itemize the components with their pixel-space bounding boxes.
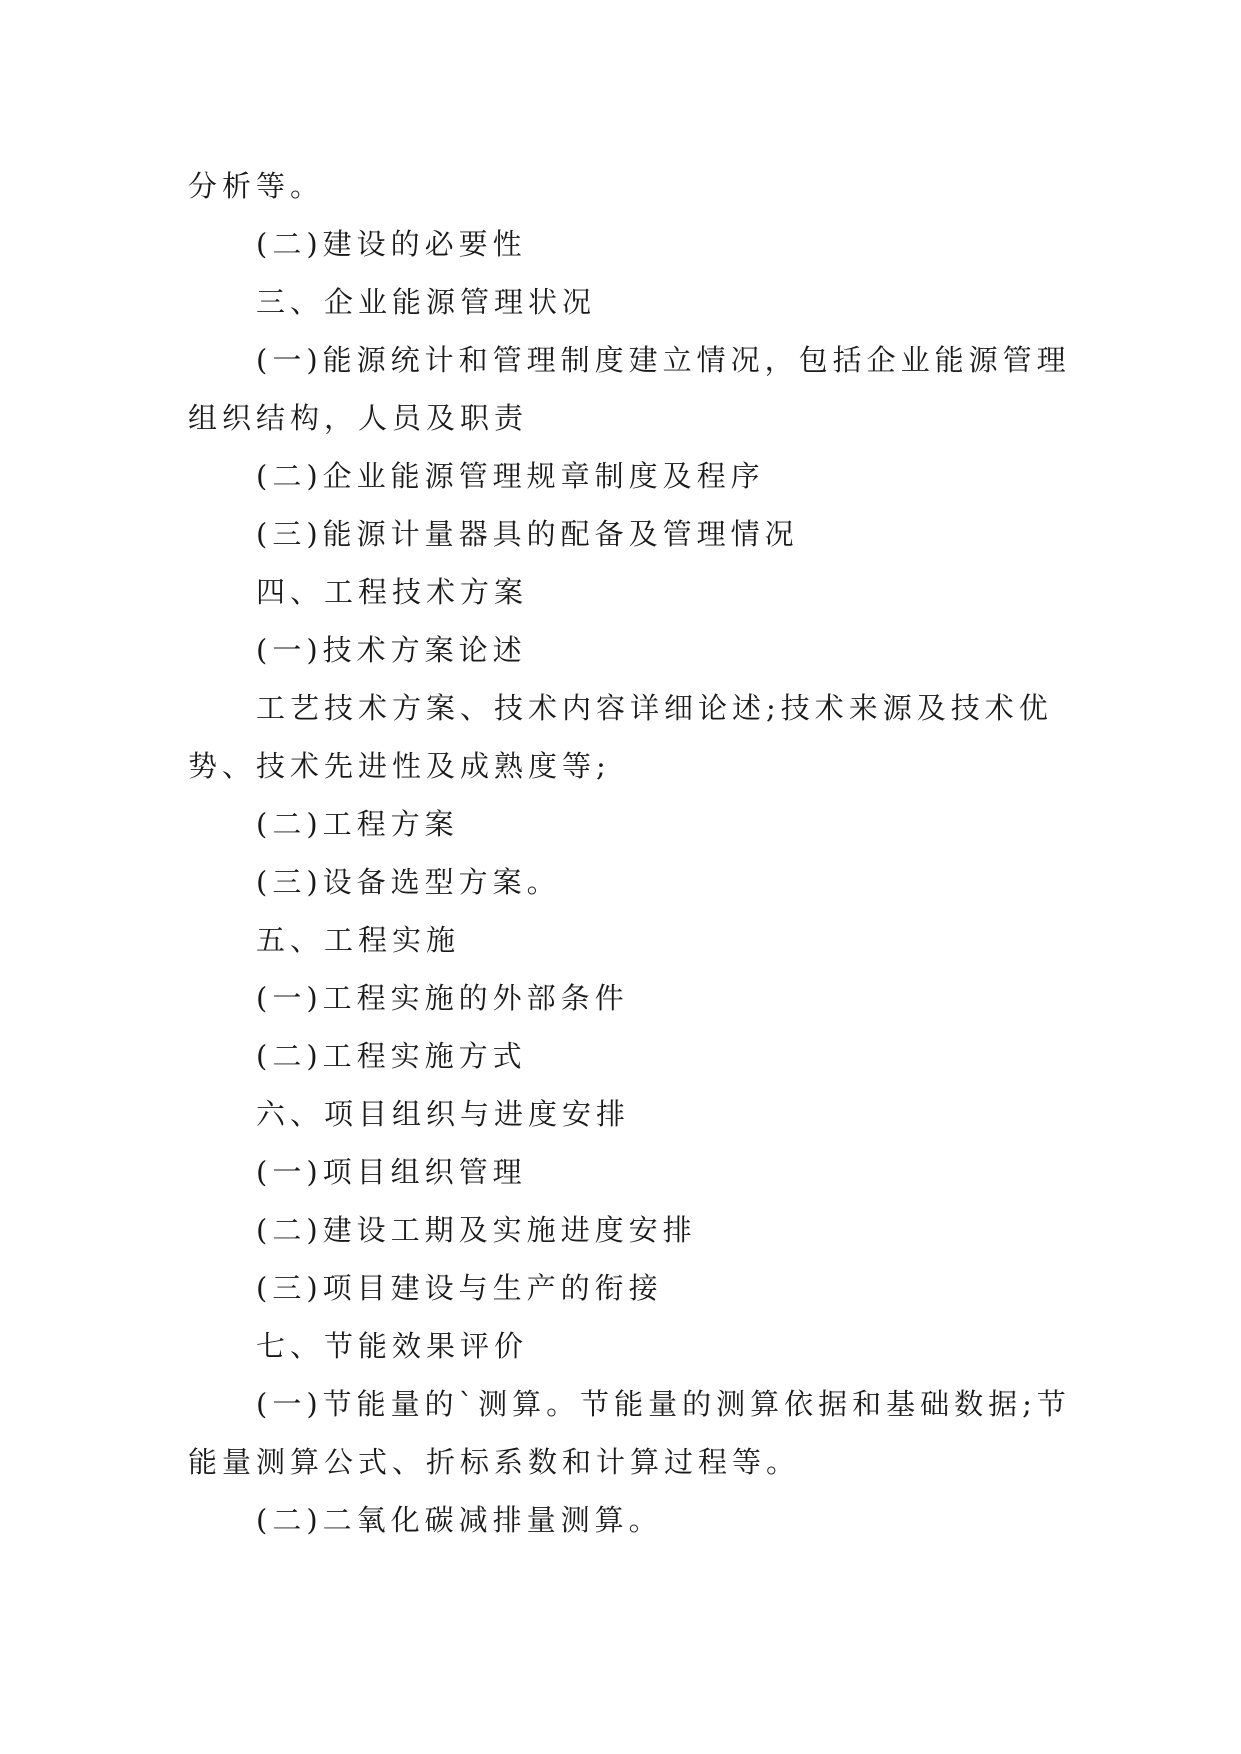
body-text-line: 组织结构，人员及职责: [188, 401, 529, 435]
subheading-equipment: (三)设备选型方案。: [256, 865, 561, 899]
section-heading-4: 四、工程技术方案: [256, 575, 529, 609]
paragraph-line: 势、技术先进性及成熟度等;: [188, 749, 611, 783]
document-page: [188, 0, 1071, 1754]
paragraph-line: 能量测算公式、折标系数和计算过程等。: [188, 1445, 801, 1479]
section-heading-5: 五、工程实施: [256, 923, 461, 957]
subheading-engineering-plan: (二)工程方案: [256, 807, 459, 841]
subheading-tech-discussion: (一)技术方案论述: [256, 633, 527, 667]
subheading-schedule: (二)建设工期及实施进度安排: [256, 1213, 697, 1247]
paragraph-line: 工艺技术方案、技术内容详细论述;技术来源及技术优: [256, 691, 1053, 725]
subheading-implementation-method: (二)工程实施方式: [256, 1039, 527, 1073]
subheading-external-conditions: (一)工程实施的外部条件: [256, 981, 629, 1015]
subheading-project-management: (一)项目组织管理: [256, 1155, 527, 1189]
section-heading-6: 六、项目组织与进度安排: [256, 1097, 631, 1131]
subheading-energy-statistics: (一)能源统计和管理制度建立情况，包括企业能源管理: [256, 343, 1071, 377]
subheading-energy-savings: (一)节能量的`测算。节能量的测算依据和基础数据;节: [256, 1387, 1071, 1421]
subheading-co2-reduction: (二)二氧化碳减排量测算。: [256, 1503, 663, 1537]
body-text-line: 分析等。: [188, 169, 325, 203]
subheading-metering: (三)能源计量器具的配备及管理情况: [256, 517, 799, 551]
section-heading-7: 七、节能效果评价: [256, 1329, 529, 1363]
subheading-rules: (二)企业能源管理规章制度及程序: [256, 459, 765, 493]
subheading-production-link: (三)项目建设与生产的衔接: [256, 1271, 663, 1305]
subheading-necessity: (二)建设的必要性: [256, 227, 527, 261]
section-heading-3: 三、企业能源管理状况: [256, 285, 597, 319]
